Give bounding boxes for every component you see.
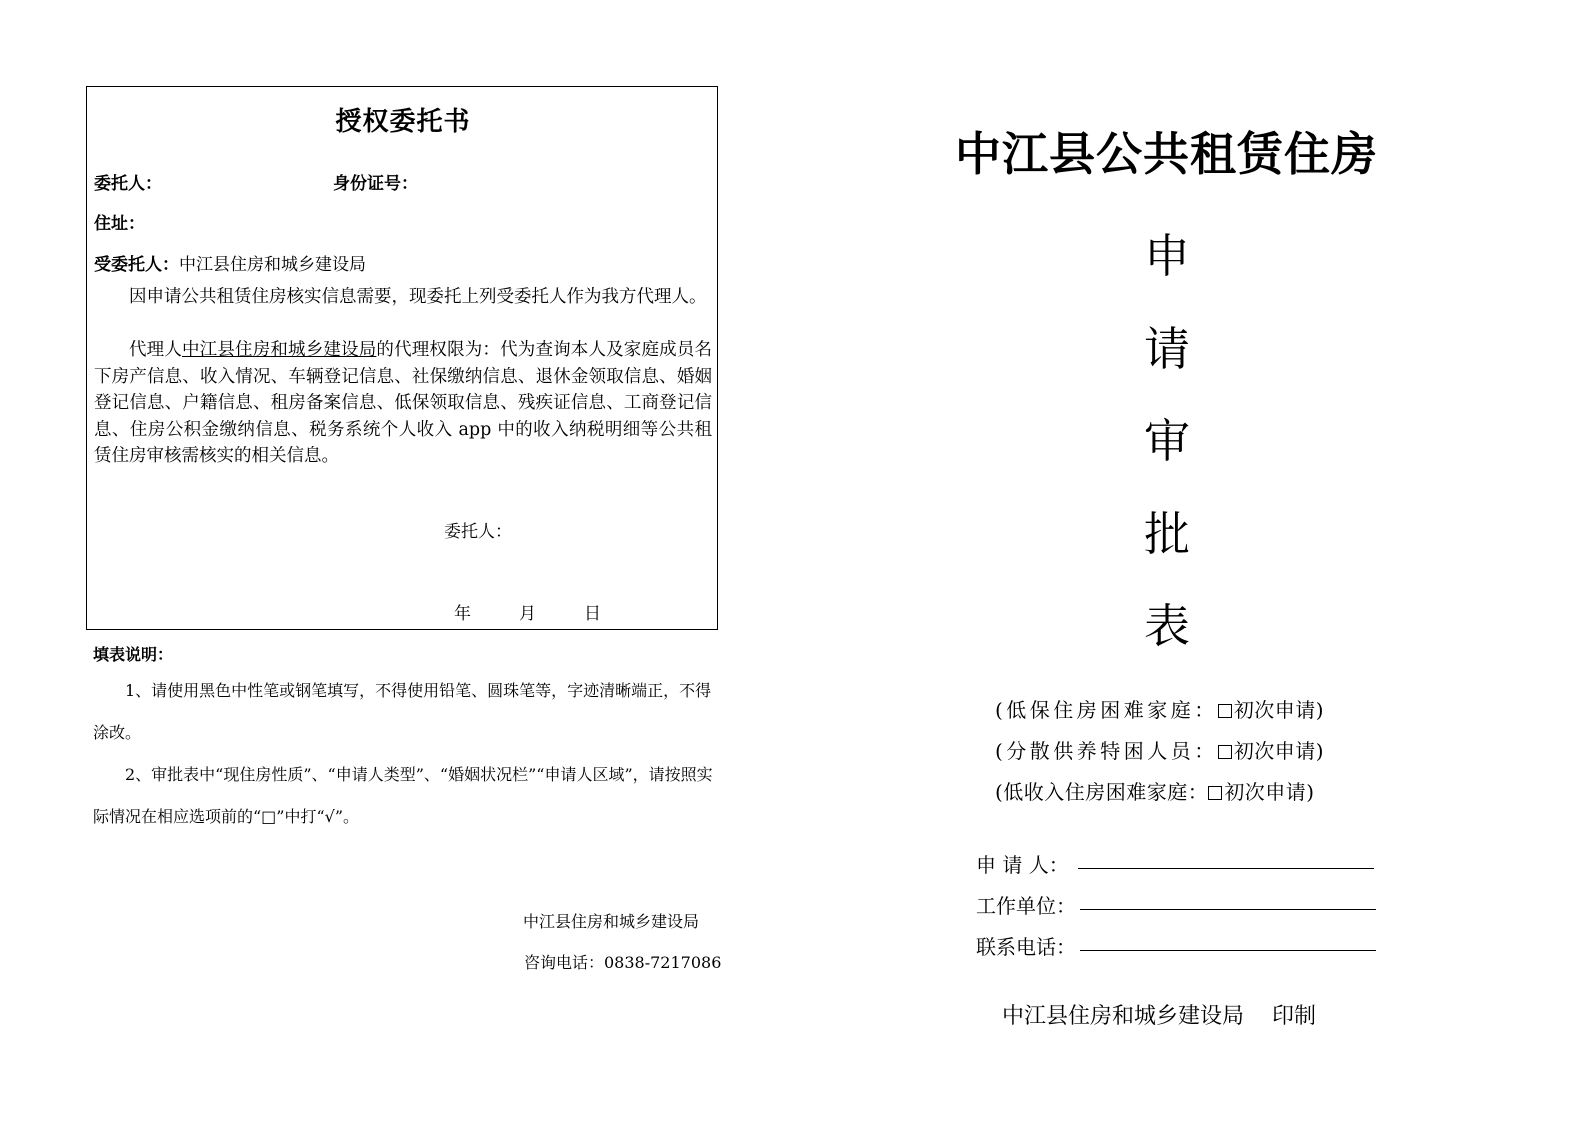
work-unit-input-line[interactable] (1080, 909, 1376, 910)
option-label: (低保住房困难家庭： (995, 698, 1218, 722)
paragraph-2-rest: 的代理权限为：代为查询本人及家庭成员名下房产信息、收入情况、车辆登记信息、社保缴纳信息、退休金领取信息、婚姻登记信息、户籍信息、租房备案信息、低保领取信息、残疾证信息、工商登记信息、住房公积金缴纳信息、税务系统个人收入 app 中的收入纳税明细等公共租赁住房审核需核实的相关信息。 (94, 340, 712, 466)
phone-input-line[interactable] (1080, 950, 1376, 951)
vertical-title-char: 批 (1144, 507, 1190, 561)
principal-label: 委托人： (94, 174, 162, 194)
instruction-item-1: 1、请使用黑色中性笔或钢笔填写，不得使用铅笔、圆珠笔等，字迹清晰端正，不得涂改。 (93, 681, 712, 742)
authorization-paragraph-1: 因申请公共租赁住房核实信息需要，现委托上列受委托人作为我方代理人。 (129, 287, 707, 307)
agent-line (94, 250, 366, 275)
issuing-org: 中江县住房和城乡建设局 (523, 912, 700, 931)
applicant-type-option (995, 735, 1324, 764)
authorization-paragraph-2 (94, 337, 712, 470)
option-label: (低收入住房困难家庭： (995, 780, 1209, 804)
option-choice: 初次申请) (1233, 698, 1325, 722)
applicant-type-option (995, 694, 1324, 723)
applicant-input-line[interactable] (1078, 868, 1374, 869)
checkbox[interactable] (1218, 745, 1232, 759)
paragraph-2-agent: 中江县住房和城乡建设局 (182, 340, 377, 360)
printer-credit: 中江县住房和城乡建设局 印制 (1002, 1004, 1316, 1029)
paragraph-2-prefix: 代理人 (129, 340, 183, 360)
vertical-title-char: 请 (1144, 322, 1190, 376)
date-day: 日 (584, 604, 601, 624)
checkbox[interactable] (1208, 786, 1222, 800)
address-label: 住址： (94, 214, 145, 234)
vertical-title-char: 审 (1144, 414, 1190, 468)
instructions-title: 填表说明： (93, 645, 174, 664)
option-choice: 初次申请) (1233, 739, 1325, 763)
agent-value: 中江县住房和城乡建设局 (179, 255, 366, 275)
consult-phone: 咨询电话：0838-7217086 (524, 953, 722, 972)
option-label: (分散供养特困人员： (995, 739, 1218, 763)
applicant-label: 申 请 人： (976, 853, 1069, 877)
signature-label: 委托人： (444, 522, 512, 542)
date-month: 月 (519, 604, 536, 624)
work-unit-label: 工作单位： (976, 894, 1076, 918)
phone-label: 联系电话： (976, 935, 1076, 959)
checkbox[interactable] (1218, 704, 1232, 718)
authorization-title: 授权委托书 (335, 107, 471, 137)
id-number-label: 身份证号： (333, 174, 418, 194)
instruction-item-2: 2、审批表中“现住房性质”、“申请人类型”、“婚姻状况栏”“申请人区域”，请按照实际情况在相应选项前的“□”中打“√”。 (93, 765, 713, 826)
authorization-letter-box (86, 86, 718, 630)
vertical-title-char: 申 (1144, 229, 1190, 283)
date-year: 年 (454, 604, 471, 624)
agent-label: 受委托人： (94, 255, 179, 275)
vertical-title-char: 表 (1144, 599, 1190, 653)
cover-title: 中江县公共租赁住房 (955, 127, 1378, 181)
applicant-type-option (995, 776, 1315, 805)
option-choice: 初次申请) (1224, 780, 1315, 804)
